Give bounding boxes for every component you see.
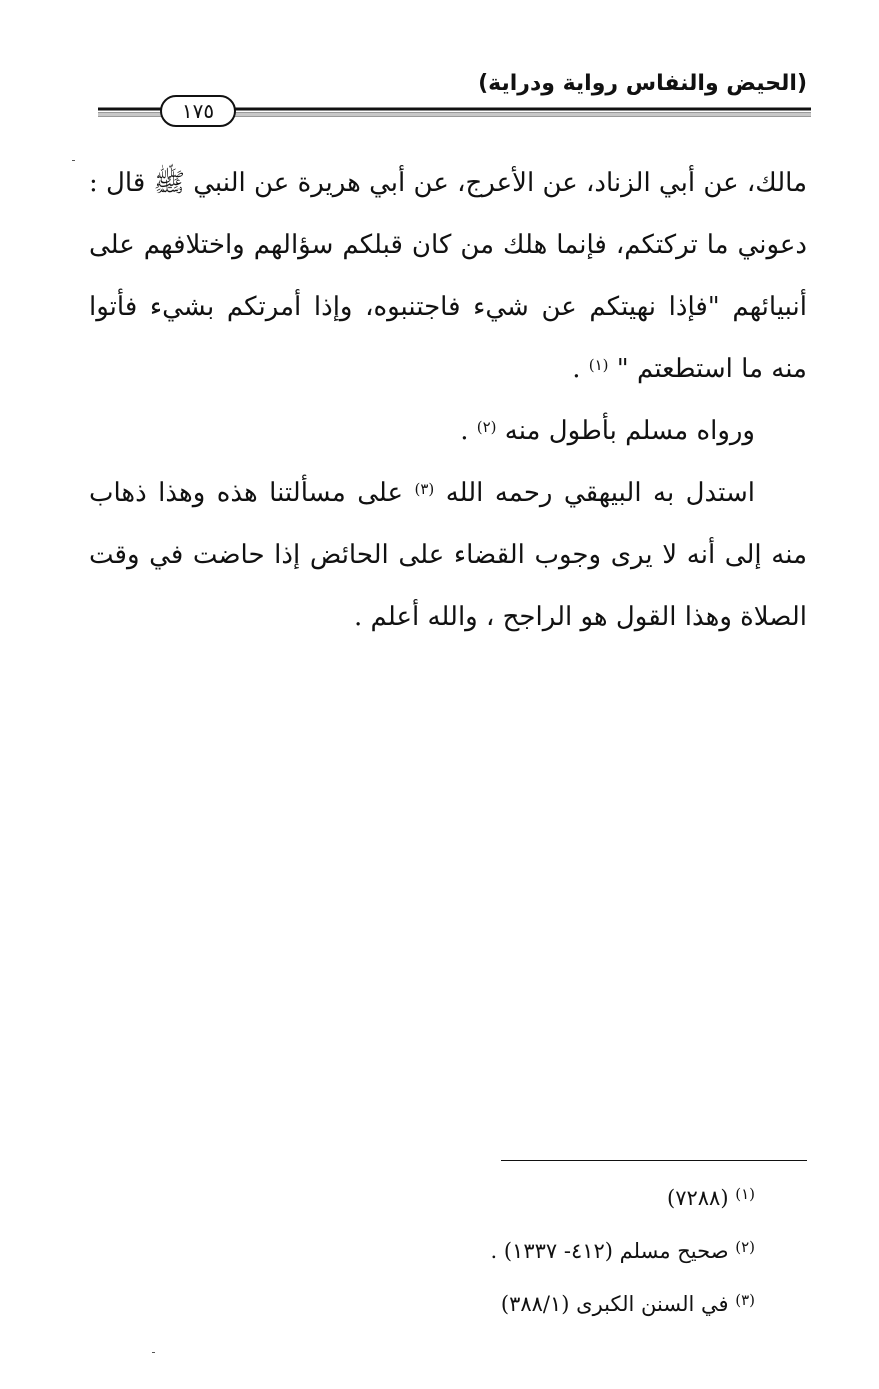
paragraph-text: مالك، عن أبي الزناد، عن الأعرج، عن أبي هريرة عن النبي ﷺ قال : دعوني ما تركتكم، فإنما هلك من كان قبلكم سؤالهم واختلافهم على أنبيائهم "فإذا نهيتكم عن شيء فاجتنبوه، وإذا أمرتكم بشيء فأتوا منه ما استطعتم " [89, 168, 807, 384]
footnote-ref: (١) [588, 356, 609, 374]
page-number [160, 95, 236, 127]
paragraph-tail: . [572, 354, 581, 384]
paragraph-muslim [89, 400, 807, 462]
footnote-ref: (٢) [476, 418, 497, 436]
footnotes [255, 1172, 755, 1331]
footnote-mark: (٢) [735, 1238, 755, 1256]
running-title: (الحيض والنفاس رواية ودراية) [478, 71, 807, 96]
footnote-mark: (٣) [735, 1291, 755, 1309]
scan-speck [72, 160, 75, 161]
footnote-text: صحيح مسلم (٤١٢- ١٣٣٧) . [490, 1239, 729, 1263]
footnote-text: في السنن الكبرى (٣٨٨/١) [500, 1292, 729, 1316]
paragraph-text: ورواه مسلم بأطول منه [496, 416, 755, 446]
footnote-separator [501, 1160, 807, 1161]
main-text [89, 152, 807, 648]
footnote-2 [255, 1225, 755, 1278]
scan-speck [152, 1352, 155, 1353]
footnote-text: (٧٢٨٨) [667, 1186, 729, 1210]
footnote-1 [255, 1172, 755, 1225]
paragraph-tail: على مسألتنا هذه وهذا ذهاب منه إلى أنه لا يرى وجوب القضاء على الحائض إذا حاضت في وقت الصلاة وهذا القول هو الراجح ، والله أعلم . [89, 478, 807, 632]
footnote-3 [255, 1278, 755, 1331]
paragraph-tail: . [460, 416, 469, 446]
paragraph-bayhaqi [89, 462, 807, 648]
footnote-ref: (٣) [414, 480, 435, 498]
paragraph-hadith [89, 152, 807, 400]
page-number-text: ١٧٥ [181, 99, 215, 123]
footnote-mark: (١) [735, 1185, 755, 1203]
paragraph-text: استدل به البيهقي رحمه الله [434, 478, 756, 508]
